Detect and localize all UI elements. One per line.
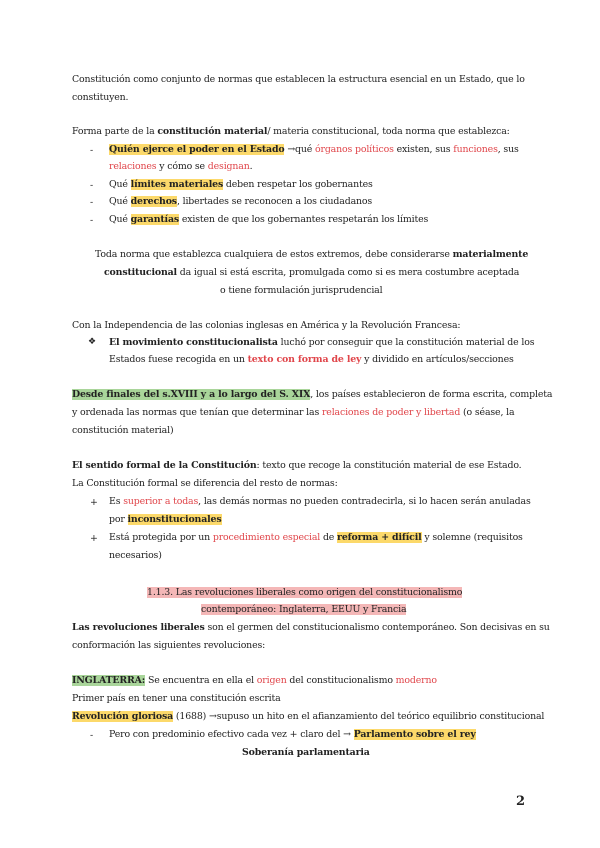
red-term: funciones bbox=[453, 144, 498, 155]
red-term: origen bbox=[256, 675, 287, 686]
highlight-green: Desde finales del s.XVIII y a lo largo del S. XIX bbox=[72, 389, 311, 400]
text: por bbox=[109, 514, 128, 525]
text: , sus bbox=[497, 144, 519, 155]
paragraph-line: Soberanía parlamentaria bbox=[242, 747, 370, 758]
paragraph-line: Primer país en tener una constitución escrita bbox=[72, 693, 281, 704]
highlight: Parlamento sobre el rey bbox=[353, 729, 476, 740]
text: del constitucionalismo bbox=[286, 675, 396, 686]
text: luchó por conseguir que la constitución material de los bbox=[277, 337, 535, 348]
text: , los países establecieron de forma escrita, completa bbox=[310, 389, 553, 400]
list-item bbox=[109, 179, 373, 191]
list-bullet: - bbox=[90, 145, 94, 156]
page-number: 2 bbox=[516, 794, 526, 809]
highlight: garantías bbox=[130, 214, 180, 225]
highlight-green: INGLATERRA: bbox=[72, 675, 146, 686]
paragraph-line: o tiene formulación jurisprudencial bbox=[220, 285, 383, 296]
list-item bbox=[109, 337, 534, 349]
paragraph-line bbox=[104, 267, 519, 279]
section-heading bbox=[147, 587, 462, 599]
text: Es bbox=[109, 496, 124, 507]
text: existen de que los gobernantes respetarán los límites bbox=[179, 214, 429, 225]
text: , las demás normas no pueden contradecirla, si lo hacen serán anuladas bbox=[198, 496, 531, 507]
bold-term: El movimiento constitucionalista bbox=[109, 337, 278, 348]
highlight: límites materiales bbox=[130, 179, 224, 190]
list-item bbox=[109, 532, 523, 544]
paragraph-line bbox=[95, 249, 528, 261]
red-term: texto con forma de ley bbox=[247, 354, 362, 365]
highlight: reforma + difícil bbox=[337, 532, 422, 543]
highlight: Revolución gloriosa bbox=[72, 711, 174, 722]
text: →qué bbox=[284, 144, 315, 155]
paragraph-line bbox=[72, 407, 514, 419]
text: (o séase, la bbox=[460, 407, 515, 418]
text: Se encuentra en ella el bbox=[145, 675, 257, 686]
text: , libertades se reconocen a los ciudadanos bbox=[176, 196, 373, 207]
text: da igual si está escrita, promulgada como si es mera costumbre aceptada bbox=[176, 267, 520, 278]
list-bullet: - bbox=[90, 730, 94, 741]
paragraph-line: Constitución como conjunto de normas que establecen la estructura esencial en un Estado, que lo bbox=[72, 74, 525, 85]
red-term: relaciones bbox=[109, 161, 157, 172]
bold-term: constitución material bbox=[157, 126, 268, 137]
list-item-continuation bbox=[109, 514, 222, 526]
text: Qué bbox=[109, 214, 131, 225]
text: y solemne (requisitos bbox=[421, 532, 523, 543]
text: Pero con predominio efectivo cada vez + claro del → bbox=[109, 729, 354, 740]
text: deben respetar los gobernantes bbox=[223, 179, 373, 190]
list-item-continuation bbox=[109, 161, 252, 173]
paragraph-line bbox=[72, 460, 522, 472]
paragraph-line bbox=[72, 389, 552, 401]
list-item bbox=[109, 196, 372, 208]
text: existen, sus bbox=[393, 144, 454, 155]
red-term: designan bbox=[207, 161, 250, 172]
list-item-continuation: necesarios) bbox=[109, 550, 162, 561]
paragraph-line: constituyen. bbox=[72, 92, 129, 103]
text: Forma parte de la bbox=[72, 126, 158, 137]
text: Toda norma que establezca cualquiera de estos extremos, debe considerarse bbox=[95, 249, 453, 260]
paragraph-line bbox=[72, 675, 437, 687]
paragraph-line: constitución material) bbox=[72, 425, 174, 436]
list-bullet: + bbox=[90, 533, 98, 544]
paragraph-line: La Constitución formal se diferencia del resto de normas: bbox=[72, 478, 338, 489]
heading-line: contemporáneo: Inglaterra, EEUU y Francia bbox=[201, 604, 407, 615]
red-term: superior a todas bbox=[123, 496, 199, 507]
red-term: procedimiento especial bbox=[212, 532, 321, 543]
text: : texto que recoge la constitución material de ese Estado. bbox=[256, 460, 522, 471]
paragraph-line: conformación las siguientes revoluciones: bbox=[72, 640, 266, 651]
list-bullet: - bbox=[90, 180, 94, 191]
paragraph-line bbox=[72, 622, 550, 634]
text: de bbox=[320, 532, 338, 543]
text: . bbox=[249, 161, 253, 172]
list-item bbox=[109, 496, 531, 508]
bold-term: El sentido formal de la Constitución bbox=[72, 460, 257, 471]
red-term: órganos políticos bbox=[315, 144, 394, 155]
highlight: inconstitucionales bbox=[127, 514, 222, 525]
highlight: derechos bbox=[130, 196, 177, 207]
text: Qué bbox=[109, 179, 131, 190]
section-heading bbox=[201, 604, 406, 616]
heading-line: 1.1.3. Las revoluciones liberales como origen del constitucionalismo bbox=[147, 587, 463, 598]
text: / materia constitucional, toda norma que establezca: bbox=[267, 126, 510, 137]
highlight: Quién ejerce el poder en el Estado bbox=[109, 144, 285, 155]
list-item bbox=[109, 214, 428, 226]
text: Estados fuese recogida en un bbox=[109, 354, 248, 365]
bold-term: constitucional bbox=[104, 267, 177, 278]
text: y dividido en artículos/secciones bbox=[361, 354, 514, 365]
paragraph-line bbox=[72, 126, 510, 138]
list-bullet: - bbox=[90, 215, 94, 226]
paragraph-line: Con la Independencia de las colonias inglesas en América y la Revolución Francesa: bbox=[72, 320, 461, 331]
bold-term: materialmente bbox=[452, 249, 529, 260]
text: Está protegida por un bbox=[109, 532, 213, 543]
diamond-bullet-icon: ❖ bbox=[88, 337, 97, 347]
text: y ordenada las normas que tenían que determinar las bbox=[72, 407, 322, 418]
paragraph-line bbox=[72, 711, 544, 723]
list-item bbox=[109, 729, 476, 741]
list-bullet: + bbox=[90, 497, 98, 508]
red-term: moderno bbox=[395, 675, 437, 686]
list-bullet: - bbox=[90, 197, 94, 208]
text: (1688) →supuso un hito en el afianzamiento del teórico equilibrio constitucional bbox=[173, 711, 545, 722]
red-term: relaciones de poder y libertad bbox=[321, 407, 461, 418]
list-item-continuation bbox=[109, 354, 514, 366]
text: Qué bbox=[109, 196, 131, 207]
text: y cómo se bbox=[156, 161, 208, 172]
bold-term: Las revoluciones liberales bbox=[72, 622, 205, 633]
list-item bbox=[109, 144, 519, 156]
text: son el germen del constitucionalismo contemporáneo. Son decisivas en su bbox=[204, 622, 550, 633]
